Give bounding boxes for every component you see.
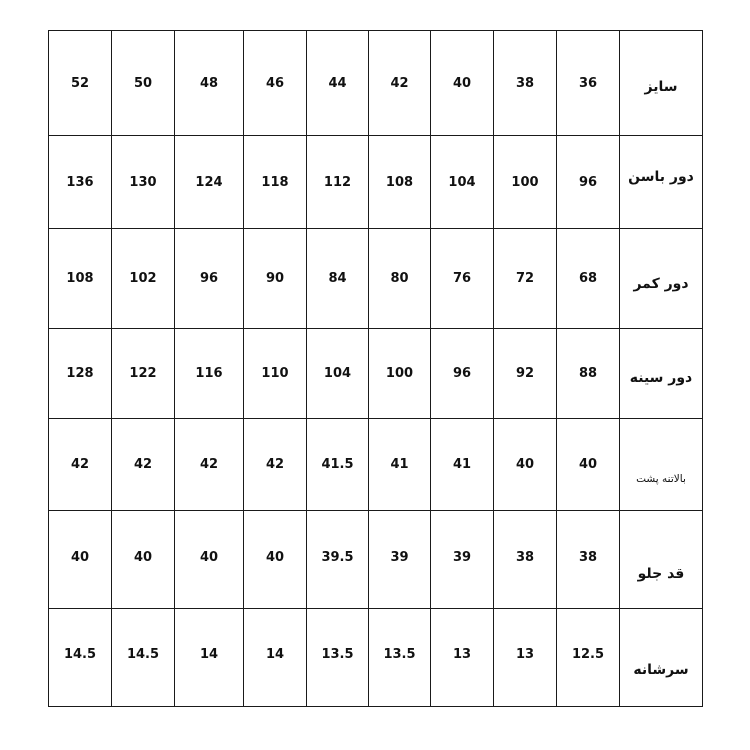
table-cell: 39 [431, 511, 494, 609]
table-row [49, 609, 703, 707]
table-row [49, 419, 703, 511]
table-cell: 68 [557, 229, 620, 329]
table-row [49, 31, 703, 136]
table-cell: 116 [175, 329, 244, 419]
table-row [49, 329, 703, 419]
table-cell: 41 [431, 419, 494, 511]
table-cell: 104 [307, 329, 369, 419]
table-cell: 130 [112, 136, 175, 229]
table-cell: 42 [49, 419, 112, 511]
table-cell: 40 [175, 511, 244, 609]
table-cell: 14.5 [49, 609, 112, 707]
table-cell: 42 [244, 419, 307, 511]
table-cell: 118 [244, 136, 307, 229]
table-cell: 100 [494, 136, 557, 229]
row-header-size: سایز [620, 31, 703, 136]
table-cell: 48 [175, 31, 244, 136]
table-cell: 102 [112, 229, 175, 329]
table-cell: 38 [557, 511, 620, 609]
table-cell: 84 [307, 229, 369, 329]
table-cell: 124 [175, 136, 244, 229]
table-cell: 41.5 [307, 419, 369, 511]
table-cell: 38 [494, 31, 557, 136]
table-cell: 92 [494, 329, 557, 419]
table-cell: 39.5 [307, 511, 369, 609]
table-cell: 96 [557, 136, 620, 229]
table-cell: 41 [369, 419, 431, 511]
row-header-shoulder: سرشانه [620, 609, 703, 707]
row-header-chest: دور سینه [620, 329, 703, 419]
table-cell: 42 [369, 31, 431, 136]
table-row [49, 136, 703, 229]
table-cell: 42 [112, 419, 175, 511]
table-cell: 110 [244, 329, 307, 419]
table-cell: 76 [431, 229, 494, 329]
table-cell: 104 [431, 136, 494, 229]
row-header-waist: دور کمر [620, 229, 703, 329]
table-cell: 72 [494, 229, 557, 329]
table-cell: 90 [244, 229, 307, 329]
table-cell: 40 [431, 31, 494, 136]
table-cell: 13.5 [307, 609, 369, 707]
table-cell: 13.5 [369, 609, 431, 707]
table-cell: 14 [244, 609, 307, 707]
table-cell: 14 [175, 609, 244, 707]
table-row [49, 511, 703, 609]
table-cell: 12.5 [557, 609, 620, 707]
table-cell: 128 [49, 329, 112, 419]
row-header-back-length: بالاتنه پشت [620, 419, 703, 511]
table-cell: 100 [369, 329, 431, 419]
table-cell: 40 [494, 419, 557, 511]
table-cell: 122 [112, 329, 175, 419]
table-cell: 40 [557, 419, 620, 511]
table-cell: 36 [557, 31, 620, 136]
table-cell: 136 [49, 136, 112, 229]
table-cell: 42 [175, 419, 244, 511]
table-cell: 40 [112, 511, 175, 609]
table-cell: 108 [49, 229, 112, 329]
table-cell: 88 [557, 329, 620, 419]
table-cell: 112 [307, 136, 369, 229]
table-cell: 13 [431, 609, 494, 707]
table-cell: 40 [244, 511, 307, 609]
table-cell: 108 [369, 136, 431, 229]
table-cell: 50 [112, 31, 175, 136]
table-cell: 38 [494, 511, 557, 609]
size-chart-table [48, 30, 703, 707]
table-cell: 44 [307, 31, 369, 136]
table-cell: 40 [49, 511, 112, 609]
table-cell: 80 [369, 229, 431, 329]
row-header-front-length: قد جلو [620, 511, 703, 609]
table-cell: 96 [175, 229, 244, 329]
table-row [49, 229, 703, 329]
table-cell: 52 [49, 31, 112, 136]
table-cell: 96 [431, 329, 494, 419]
table-cell: 46 [244, 31, 307, 136]
row-header-hip: دور باسن [620, 136, 703, 229]
table-cell: 14.5 [112, 609, 175, 707]
table-cell: 13 [494, 609, 557, 707]
table-cell: 39 [369, 511, 431, 609]
